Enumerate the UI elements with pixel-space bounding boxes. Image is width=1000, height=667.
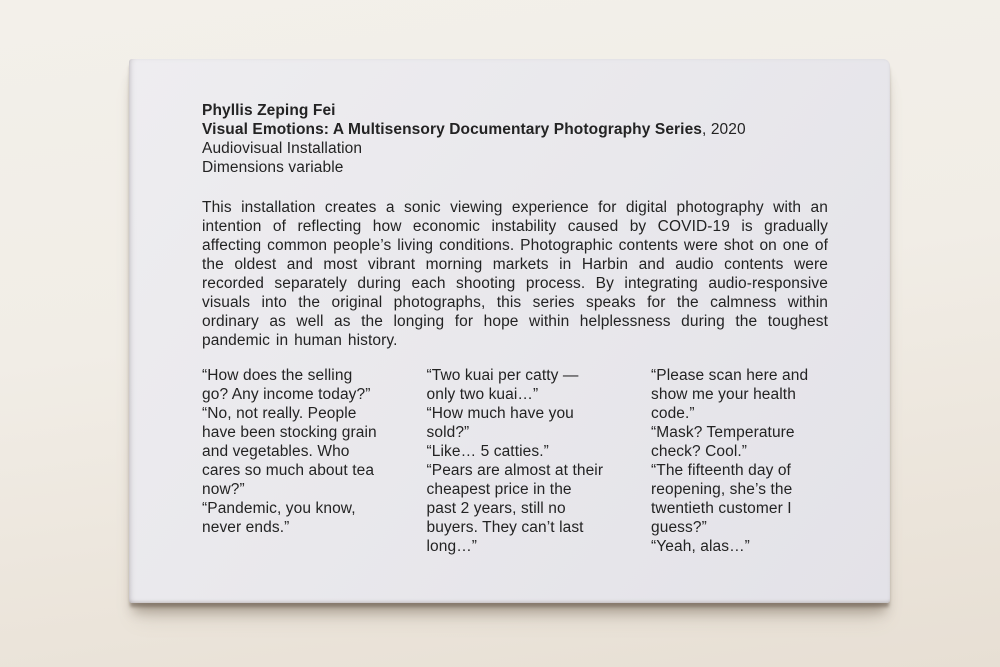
dialogue-quotes <box>202 366 828 556</box>
artwork-header <box>202 101 828 177</box>
quote: “Yeah, alas…” <box>651 538 750 555</box>
quote-column-2 <box>427 366 604 556</box>
quote: “Mask? Temperature check? Cool.” <box>651 424 795 460</box>
artist-name: Phyllis Zeping Fei <box>202 102 336 119</box>
artwork-year: , 2020 <box>702 121 746 138</box>
quote-column-1 <box>202 366 379 556</box>
quote: “Like… 5 catties.” <box>426 443 549 460</box>
artwork-medium: Audiovisual Installation <box>202 140 363 157</box>
artwork-title: Visual Emotions: A Multisensory Documentary Photography Series <box>202 121 703 138</box>
quote: “Two kuai per catty — only two kuai…” <box>426 367 579 403</box>
quote: “Pandemic, you know, never ends.” <box>202 500 356 536</box>
exhibition-label-card <box>129 59 890 603</box>
artwork-description: This installation creates a sonic viewing experience for digital photography with an intention of reflecting how economic instability caused by COVID-19 is gradually affecting common people’s living conditions. Photographic contents were shot on one of the oldest and most vibrant morning markets in Harbin and audio contents were recorded separately during each shooting process. By integrating audio-responsive visuals into the original photographs, this series speaks for the calmness within ordinary as well as the longing for hope within helplessness during the toughest pandemic in human history. <box>202 199 828 349</box>
quote: “How much have you sold?” <box>426 405 574 441</box>
artwork-title-line <box>202 120 828 139</box>
quote: “No, not really. People have been stocking grain and vegetables. Who cares so much about tea now?” <box>202 405 377 498</box>
quote: “Pears are almost at their cheapest price in the past 2 years, still no buyers. They can’t last long…” <box>426 462 604 555</box>
quote-column-3 <box>651 366 828 556</box>
artwork-dimensions: Dimensions variable <box>202 159 344 176</box>
quote: “How does the selling go? Any income today?” <box>202 367 371 403</box>
quote: “The fifteenth day of reopening, she’s the twentieth customer I guess?” <box>651 462 793 536</box>
quote: “Please scan here and show me your health code.” <box>651 367 809 422</box>
